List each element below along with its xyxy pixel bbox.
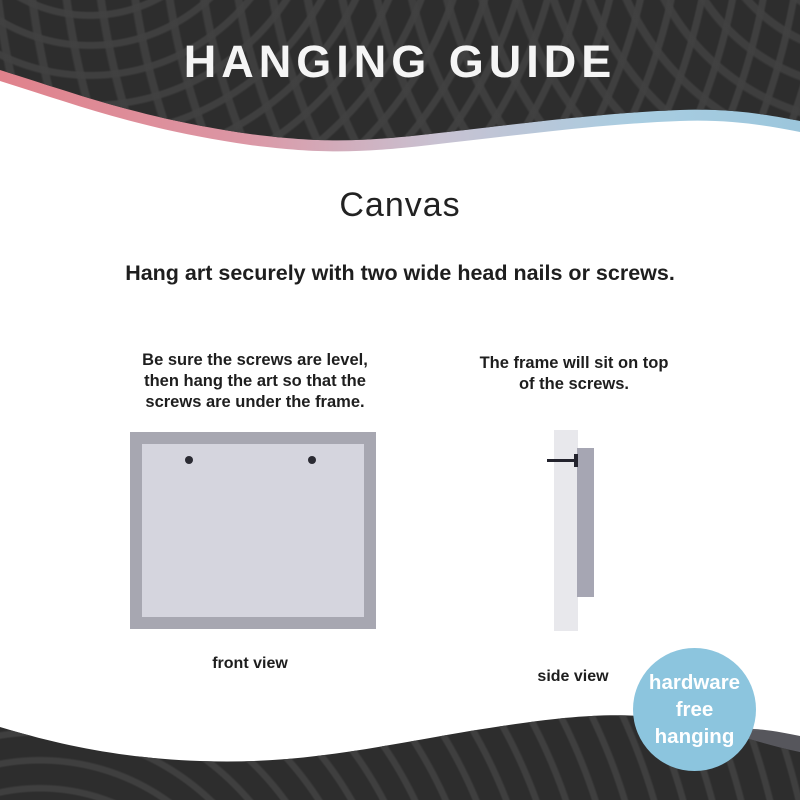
page-title: HANGING GUIDE [183,36,617,87]
side-instruction-line: of the screws. [518,375,630,393]
badge-line: hanging [654,725,735,748]
screw-icon [308,456,316,464]
badge-line: hardware [648,671,741,694]
product-title: Canvas [339,186,461,224]
nail-icon [547,459,577,462]
frame-side-bar [577,448,594,597]
front-instruction [120,350,390,413]
canvas-surface [142,444,364,617]
screw-icon [185,456,193,464]
front-instruction-line: Be sure the screws are level, [142,351,368,369]
side-view-caption: side view [537,668,609,685]
front-view-diagram [130,432,376,629]
front-instruction-line: screws are under the frame. [145,393,365,411]
side-instruction [458,353,690,395]
badge-line: free [675,698,714,721]
front-view-caption: front view [212,655,288,672]
front-instruction-line: then hang the art so that the [144,372,366,390]
nail-head-icon [574,454,578,467]
subtitle: Hang art securely with two wide head nails or screws. [125,261,675,285]
hardware-free-badge [633,648,756,771]
side-instruction-line: The frame will sit on top [479,354,669,372]
